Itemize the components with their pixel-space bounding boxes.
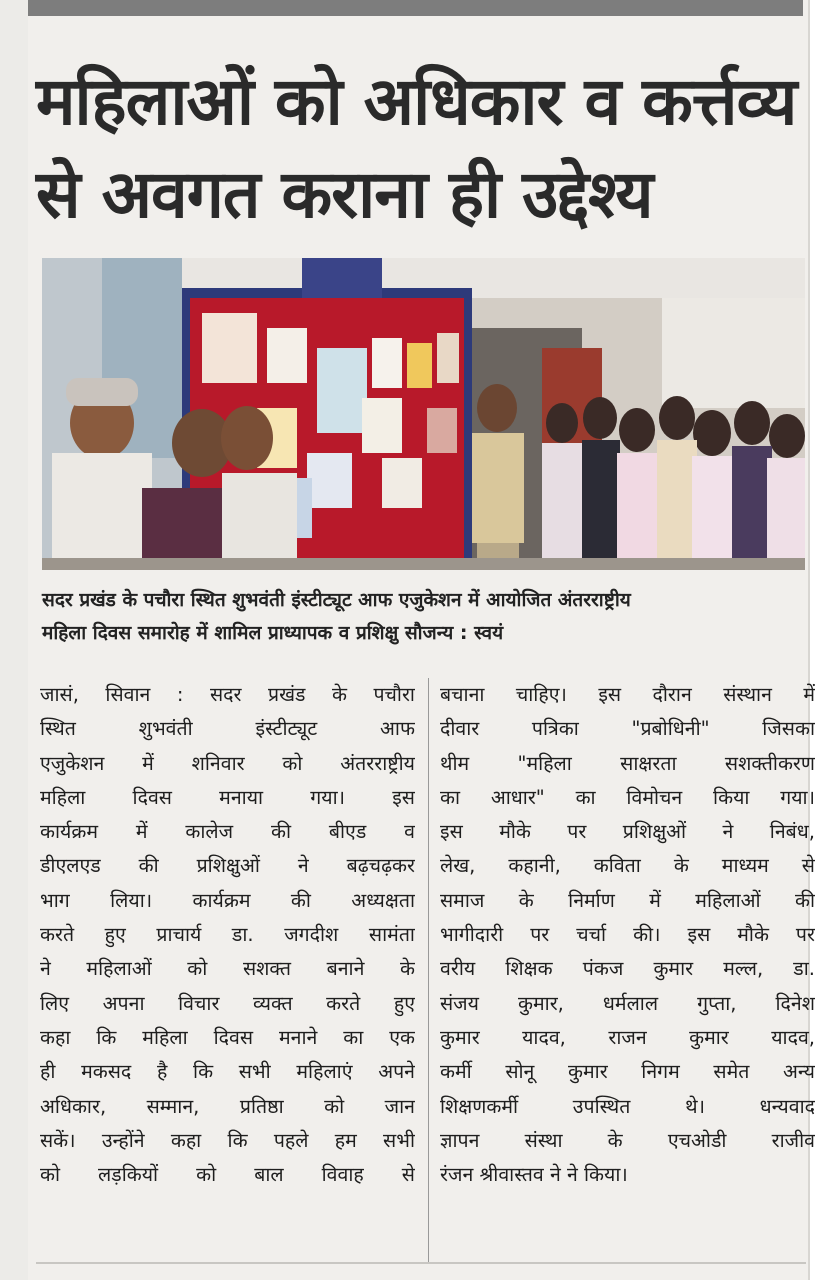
headline-line-1: महिलाओं को अधिकार व कर्त्तव्य [36, 63, 797, 140]
photo-caption-line-1: सदर प्रखंड के पचौरा स्थित शुभवंती इंस्टीट्यूट आफ एजुकेशन में आयोजित अंतरराष्ट्रीय [42, 589, 631, 611]
article-line: स्थित शुभवंती इंस्टीट्यूट आफ [40, 717, 415, 741]
article-column-right [440, 678, 815, 1192]
article-line: ही मकसद है कि सभी महिलाएं अपने [40, 1060, 415, 1084]
news-photo [42, 258, 805, 570]
photo-caption-line-2: महिला दिवस समारोह में शामिल प्राध्यापक व प्रशिक्षु सौजन्य : स्वयं [42, 622, 504, 644]
article-line: एजुकेशन में शनिवार को अंतरराष्ट्रीय [40, 751, 415, 775]
article-line: वरीय शिक्षक पंकज कुमार मल्ल, डा. [440, 957, 815, 981]
article-column-left [40, 678, 415, 1192]
article-line: इस मौके पर प्रशिक्षुओं ने निबंध, [440, 820, 815, 844]
bottom-rule [36, 1262, 806, 1264]
article-line: भाग लिया। कार्यक्रम की अध्यक्षता [40, 888, 415, 912]
article-line: दीवार पत्रिका "प्रबोधिनी" जिसका [440, 717, 815, 741]
article-line: रंजन श्रीवास्तव ने ने किया। [440, 1163, 628, 1187]
article-line: अधिकार, सम्मान, प्रतिष्ठा को जान [40, 1094, 415, 1118]
page-left-margin [0, 0, 28, 1280]
article-line: कुमार यादव, राजन कुमार यादव, [440, 1025, 815, 1049]
article-line: लेख, कहानी, कविता के माध्यम से [440, 854, 815, 878]
article-line: महिला दिवस मनाया गया। इस [40, 785, 415, 809]
article-line: संजय कुमार, धर्मलाल गुप्ता, दिनेश [440, 991, 815, 1015]
article-line: ने महिलाओं को सशक्त बनाने के [40, 957, 415, 981]
article-line: ज्ञापन संस्था के एचओडी राजीव [440, 1128, 815, 1152]
article-line: बचाना चाहिए। इस दौरान संस्थान में [440, 683, 815, 706]
headline-line-2: से अवगत कराना ही उद्देश्य [36, 156, 653, 233]
top-rule [28, 0, 803, 16]
news-photo-illustration [42, 258, 805, 570]
article-line: कहा कि महिला दिवस मनाने का एक [40, 1025, 415, 1049]
column-divider [428, 678, 429, 1263]
article-line: को लड़कियों को बाल विवाह से [40, 1163, 415, 1187]
article-line: जासं, सिवान : सदर प्रखंड के पचौरा [40, 683, 415, 706]
article-line: डीएलएड की प्रशिक्षुओं ने बढ़चढ़कर [40, 854, 415, 878]
article-line: कार्यक्रम में कालेज की बीएड व [40, 820, 415, 844]
article-line: थीम "महिला साक्षरता सशक्तीकरण [440, 751, 815, 775]
article-line: भागीदारी पर चर्चा की। इस मौके पर [440, 923, 815, 947]
article-line: लिए अपना विचार व्यक्त करते हुए [40, 991, 415, 1015]
article-line: कर्मी सोनू कुमार निगम समेत अन्य [440, 1060, 815, 1084]
article-line: समाज के निर्माण में महिलाओं की [440, 888, 815, 912]
article-line: का आधार" का विमोचन किया गया। [440, 785, 815, 809]
article-line: करते हुए प्राचार्य डा. जगदीश सामंता [40, 923, 415, 947]
article-line: सकें। उन्होंने कहा कि पहले हम सभी [40, 1128, 415, 1152]
article-line: शिक्षणकर्मी उपस्थित थे। धन्यवाद [440, 1094, 815, 1118]
